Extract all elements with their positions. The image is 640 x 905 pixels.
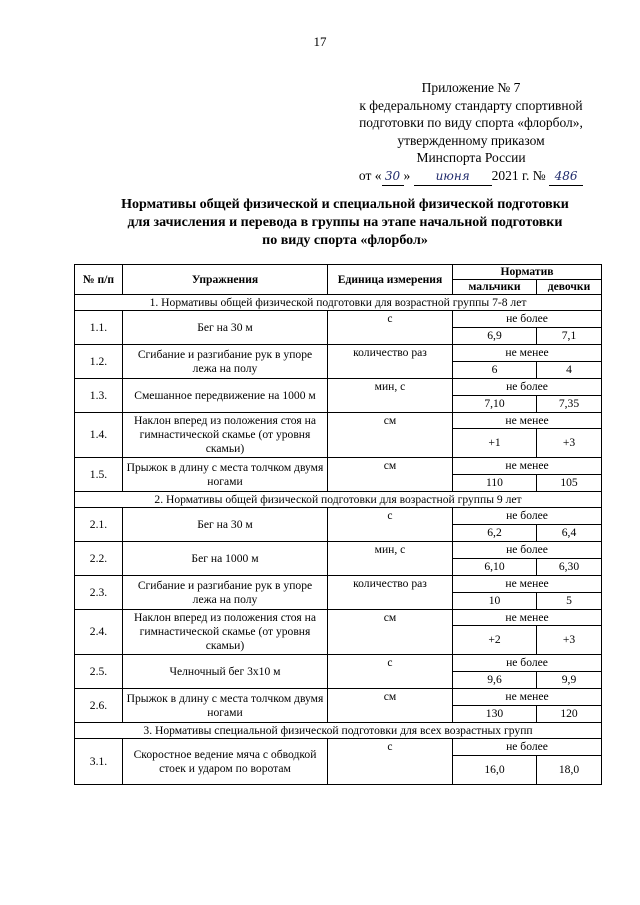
- norm-condition: не более: [453, 311, 602, 328]
- table-row: [75, 689, 602, 706]
- table-row: [75, 655, 602, 672]
- exercise-name: Сгибание и разгибание рук в упоре лежа на полу: [123, 576, 328, 610]
- girls-value: 18,0: [537, 756, 602, 785]
- boys-value: 130: [453, 706, 537, 723]
- table-row: [75, 413, 602, 429]
- section-title: 3. Нормативы специальной физической подготовки для всех возрастных групп: [75, 723, 602, 739]
- header-unit: Единица измерения: [328, 265, 453, 295]
- unit-cell: см: [328, 610, 453, 655]
- boys-value: 110: [453, 475, 537, 492]
- exercise-name: Прыжок в длину с места толчком двумя ногами: [123, 458, 328, 492]
- row-number: 1.3.: [75, 379, 123, 413]
- unit-cell: см: [328, 689, 453, 723]
- table-row: [75, 739, 602, 756]
- girls-value: 120: [537, 706, 602, 723]
- unit-cell: с: [328, 311, 453, 345]
- date-year: 2021 г. №: [491, 167, 546, 183]
- table-row: [75, 508, 602, 525]
- norm-condition: не менее: [453, 689, 602, 706]
- exercise-name: Смешанное передвижение на 1000 м: [123, 379, 328, 413]
- unit-cell: количество раз: [328, 345, 453, 379]
- date-mid: »: [403, 167, 411, 183]
- boys-value: 6,9: [453, 328, 537, 345]
- exercise-name: Бег на 30 м: [123, 508, 328, 542]
- date-day: 30: [382, 167, 404, 187]
- girls-value: 9,9: [537, 672, 602, 689]
- table-row: [75, 542, 602, 559]
- exercise-name: Скоростное ведение мяча с обводкой стоек и ударом по воротам: [123, 739, 328, 785]
- girls-value: 6,4: [537, 525, 602, 542]
- row-number: 2.3.: [75, 576, 123, 610]
- norm-condition: не более: [453, 655, 602, 672]
- norm-condition: не менее: [453, 576, 602, 593]
- norm-condition: не менее: [453, 345, 602, 362]
- girls-value: 105: [537, 475, 602, 492]
- boys-value: 7,10: [453, 396, 537, 413]
- girls-value: 7,35: [537, 396, 602, 413]
- unit-cell: с: [328, 739, 453, 785]
- exercise-name: Бег на 30 м: [123, 311, 328, 345]
- appendix-date-line: [316, 167, 626, 187]
- date-month: июня: [414, 167, 492, 187]
- exercise-name: Прыжок в длину с места толчком двумя ногами: [123, 689, 328, 723]
- header-norm: Норматив: [453, 265, 602, 280]
- boys-value: 6,2: [453, 525, 537, 542]
- appendix-line: Минспорта России: [416, 150, 526, 165]
- table-row: [75, 345, 602, 362]
- header-num: № п/п: [75, 265, 123, 295]
- row-number: 2.4.: [75, 610, 123, 655]
- title-line: по виду спорта «флорбол»: [262, 233, 428, 248]
- boys-value: 10: [453, 593, 537, 610]
- norm-condition: не менее: [453, 413, 602, 429]
- appendix-block: [316, 79, 626, 186]
- appendix-line: утвержденному приказом: [397, 132, 545, 148]
- exercise-name: Наклон вперед из положения стоя на гимнастической скамье (от уровня скамьи): [123, 413, 328, 458]
- header-girls: девочки: [537, 280, 602, 295]
- boys-value: 6,10: [453, 559, 537, 576]
- document-title: [60, 196, 630, 250]
- unit-cell: см: [328, 458, 453, 492]
- table-row: [75, 311, 602, 328]
- girls-value: 6,30: [537, 559, 602, 576]
- unit-cell: с: [328, 655, 453, 689]
- section-row: [75, 295, 602, 311]
- row-number: 2.6.: [75, 689, 123, 723]
- unit-cell: см: [328, 413, 453, 458]
- norm-condition: не более: [453, 508, 602, 525]
- norm-condition: не более: [453, 542, 602, 559]
- date-prefix: от «: [358, 167, 382, 183]
- unit-cell: мин, с: [328, 542, 453, 576]
- row-number: 1.1.: [75, 311, 123, 345]
- section-row: [75, 723, 602, 739]
- girls-value: 4: [537, 362, 602, 379]
- boys-value: 9,6: [453, 672, 537, 689]
- norm-condition: не менее: [453, 458, 602, 475]
- appendix-line: к федеральному стандарту спортивной: [359, 97, 583, 113]
- exercise-name: Бег на 1000 м: [123, 542, 328, 576]
- unit-cell: количество раз: [328, 576, 453, 610]
- boys-value: 16,0: [453, 756, 537, 785]
- exercise-name: Сгибание и разгибание рук в упоре лежа на полу: [123, 345, 328, 379]
- row-number: 1.5.: [75, 458, 123, 492]
- row-number: 2.5.: [75, 655, 123, 689]
- section-title: 2. Нормативы общей физической подготовки для возрастной группы 9 лет: [75, 492, 602, 508]
- row-number: 1.4.: [75, 413, 123, 458]
- appendix-line: Приложение № 7: [421, 80, 521, 95]
- norms-table: [74, 264, 602, 785]
- norm-condition: не более: [453, 379, 602, 396]
- girls-value: +3: [537, 429, 602, 458]
- header-boys: мальчики: [453, 280, 537, 295]
- title-line: для зачисления и перевода в группы на этапе начальной подготовки: [127, 215, 563, 230]
- exercise-name: Наклон вперед из положения стоя на гимнастической скамье (от уровня скамьи): [123, 610, 328, 655]
- row-number: 1.2.: [75, 345, 123, 379]
- table-row: [75, 379, 602, 396]
- unit-cell: с: [328, 508, 453, 542]
- boys-value: +2: [453, 626, 537, 655]
- header-exercise: Упражнения: [123, 265, 328, 295]
- table-row: [75, 576, 602, 593]
- appendix-line: подготовки по виду спорта «флорбол»,: [359, 115, 583, 130]
- norm-condition: не более: [453, 739, 602, 756]
- order-number: 486: [549, 167, 583, 187]
- boys-value: 6: [453, 362, 537, 379]
- row-number: 3.1.: [75, 739, 123, 785]
- title-line: Нормативы общей физической и специальной физической подготовки: [121, 197, 569, 212]
- row-number: 2.2.: [75, 542, 123, 576]
- girls-value: 7,1: [537, 328, 602, 345]
- table-body: [75, 295, 602, 785]
- girls-value: +3: [537, 626, 602, 655]
- table-row: [75, 458, 602, 475]
- row-number: 2.1.: [75, 508, 123, 542]
- boys-value: +1: [453, 429, 537, 458]
- exercise-name: Челночный бег 3х10 м: [123, 655, 328, 689]
- unit-cell: мин, с: [328, 379, 453, 413]
- girls-value: 5: [537, 593, 602, 610]
- section-title: 1. Нормативы общей физической подготовки для возрастной группы 7-8 лет: [75, 295, 602, 311]
- page-number: 17: [313, 34, 327, 49]
- section-row: [75, 492, 602, 508]
- norm-condition: не менее: [453, 610, 602, 626]
- table-row: [75, 610, 602, 626]
